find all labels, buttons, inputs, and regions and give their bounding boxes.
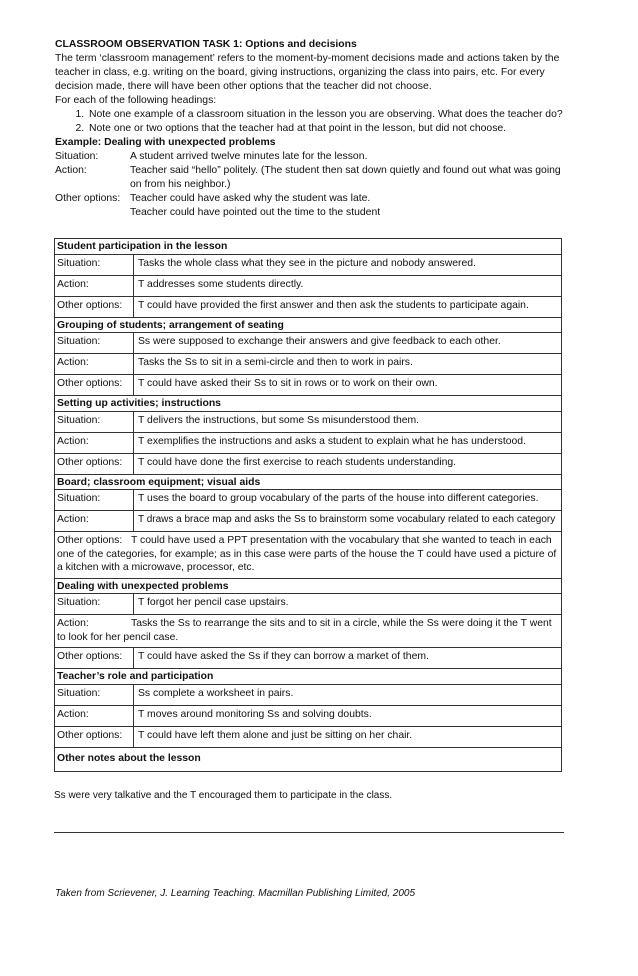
table-row <box>55 706 561 727</box>
notes-heading: Other notes about the lesson <box>57 752 201 764</box>
example-heading: Example: Dealing with unexpected problems <box>55 137 276 148</box>
situation-label: Situation: <box>55 685 134 705</box>
divider <box>54 832 564 833</box>
table-row <box>55 333 561 354</box>
example-options-text-2: Teacher could have pointed out the time to the student <box>130 207 381 218</box>
options-text: T could have left them alone and just be sitting on her chair. <box>138 729 413 741</box>
options-text: T could have used a PPT presentation with the vocabulary that she wanted to teach in each one of the categories, for example; as in this case were parts of the house the T could have used a picture of a kitchen with a microwave, processor, etc. <box>57 535 557 573</box>
situation-label: Situation: <box>55 594 134 614</box>
example-situation <box>55 150 565 164</box>
situation-text: Ss complete a worksheet in pairs. <box>138 687 294 699</box>
action-text: Tasks the Ss to rearrange the sits and to sit in a circle, while the Ss were doing it the T went to look for her pencil case. <box>57 618 552 643</box>
options-label: Other options: <box>55 727 134 747</box>
example-situation-label: Situation: <box>55 151 99 162</box>
situation-label: Situation: <box>55 333 134 353</box>
options-label: Other options: <box>55 648 134 668</box>
section-heading: Dealing with unexpected problems <box>55 579 561 595</box>
action-label: Action: <box>55 433 134 453</box>
options-label: Other options: <box>55 375 134 395</box>
options-text: T could have asked the Ss if they can borrow a market of them. <box>138 651 429 662</box>
situation-label: Situation: <box>55 255 134 275</box>
for-each-line: For each of the following headings: <box>55 95 217 106</box>
action-label: Action: <box>55 354 134 374</box>
table-row <box>55 433 561 454</box>
options-label: Other options: <box>57 535 123 546</box>
options-text: T could have done the first exercise to reach students understanding. <box>138 456 457 468</box>
situation-text: T uses the board to group vocabulary of the parts of the house into different categories. <box>138 493 539 504</box>
section-heading: Teacher’s role and participation <box>55 669 561 685</box>
action-text: Tasks the Ss to sit in a semi-circle and then to work in pairs. <box>138 357 413 368</box>
situation-text: Ss were supposed to exchange their answers and give feedback to each other. <box>138 336 501 347</box>
table-row <box>55 354 561 375</box>
situation-text: Tasks the whole class what they see in the picture and nobody answered. <box>138 257 476 269</box>
example-action-text: Teacher said “hello” politely. (The student then sat down quietly and found out what was going on from his neighbor.) <box>130 165 561 190</box>
table-row <box>55 412 561 433</box>
table-row <box>55 685 561 706</box>
example-action-label: Action: <box>55 165 87 176</box>
intro-paragraph: The term ‘classroom management’ refers to the moment-by-moment decisions made and actions taken by the teacher in class, e.g. writing on the board, giving instructions, organizing the class into pairs, etc. For every decision made, there will have been other options that the teacher did not choose. <box>55 53 560 92</box>
notes-text: Ss were very talkative and the T encouraged them to participate in the class. <box>54 790 393 801</box>
steps-list <box>55 108 565 136</box>
action-label: Action: <box>55 511 134 531</box>
table-row <box>55 276 561 297</box>
section-heading: Setting up activities; instructions <box>55 396 561 412</box>
action-text: T exemplifies the instructions and asks a student to explain what he has understood. <box>138 435 526 447</box>
situation-label: Situation: <box>55 490 134 510</box>
action-label: Action: <box>55 706 134 726</box>
table-row <box>55 454 561 475</box>
action-text: T moves around monitoring Ss and solving doubts. <box>138 708 372 720</box>
section-heading: Grouping of students; arrangement of seating <box>55 318 561 334</box>
example-options-text-1: Teacher could have asked why the student was late. <box>130 193 371 204</box>
observation-table <box>54 238 562 772</box>
example-situation-text: A student arrived twelve minutes late for the lesson. <box>130 151 368 162</box>
step-item: 2. Note one or two options that the teacher had at that point in the lesson, but did not choose. <box>87 122 565 136</box>
options-label: Other options: <box>55 297 134 317</box>
table-row <box>55 297 561 318</box>
example-options-label: Other options: <box>55 193 121 204</box>
table-row <box>55 532 561 579</box>
intro <box>55 38 565 220</box>
table-row <box>55 375 561 396</box>
section-heading: Student participation in the lesson <box>55 239 561 255</box>
situation-label: Situation: <box>55 412 134 432</box>
table-row <box>55 490 561 511</box>
table-row <box>55 511 561 532</box>
citation-footer: Taken from Scrievener, J. Learning Teaching. Macmillan Publishing Limited, 2005 <box>55 888 416 899</box>
action-text: T addresses some students directly. <box>138 278 304 290</box>
section-heading: Board; classroom equipment; visual aids <box>55 475 561 491</box>
table-row <box>55 255 561 276</box>
situation-text: T delivers the instructions, but some Ss misunderstood them. <box>138 414 420 426</box>
page-title: CLASSROOM OBSERVATION TASK 1: Options and decisions <box>55 39 357 50</box>
options-text: T could have provided the first answer and then ask the students to participate again. <box>138 299 529 311</box>
table-row <box>55 615 561 648</box>
action-label: Action: <box>55 276 134 296</box>
options-label: Other options: <box>55 454 134 474</box>
action-label: Action: <box>57 618 89 629</box>
action-text: T draws a brace map and asks the Ss to brainstorm some vocabulary related to each category <box>138 514 556 525</box>
situation-text: T forgot her pencil case upstairs. <box>138 597 289 608</box>
table-row <box>55 648 561 669</box>
example-action <box>55 164 565 192</box>
step-item: 1. Note one example of a classroom situation in the lesson you are observing. What does the teacher do? <box>87 108 565 122</box>
table-row <box>55 594 561 615</box>
example-options <box>55 192 565 220</box>
options-text: T could have asked their Ss to sit in rows or to work on their own. <box>138 378 438 389</box>
table-row <box>55 727 561 748</box>
